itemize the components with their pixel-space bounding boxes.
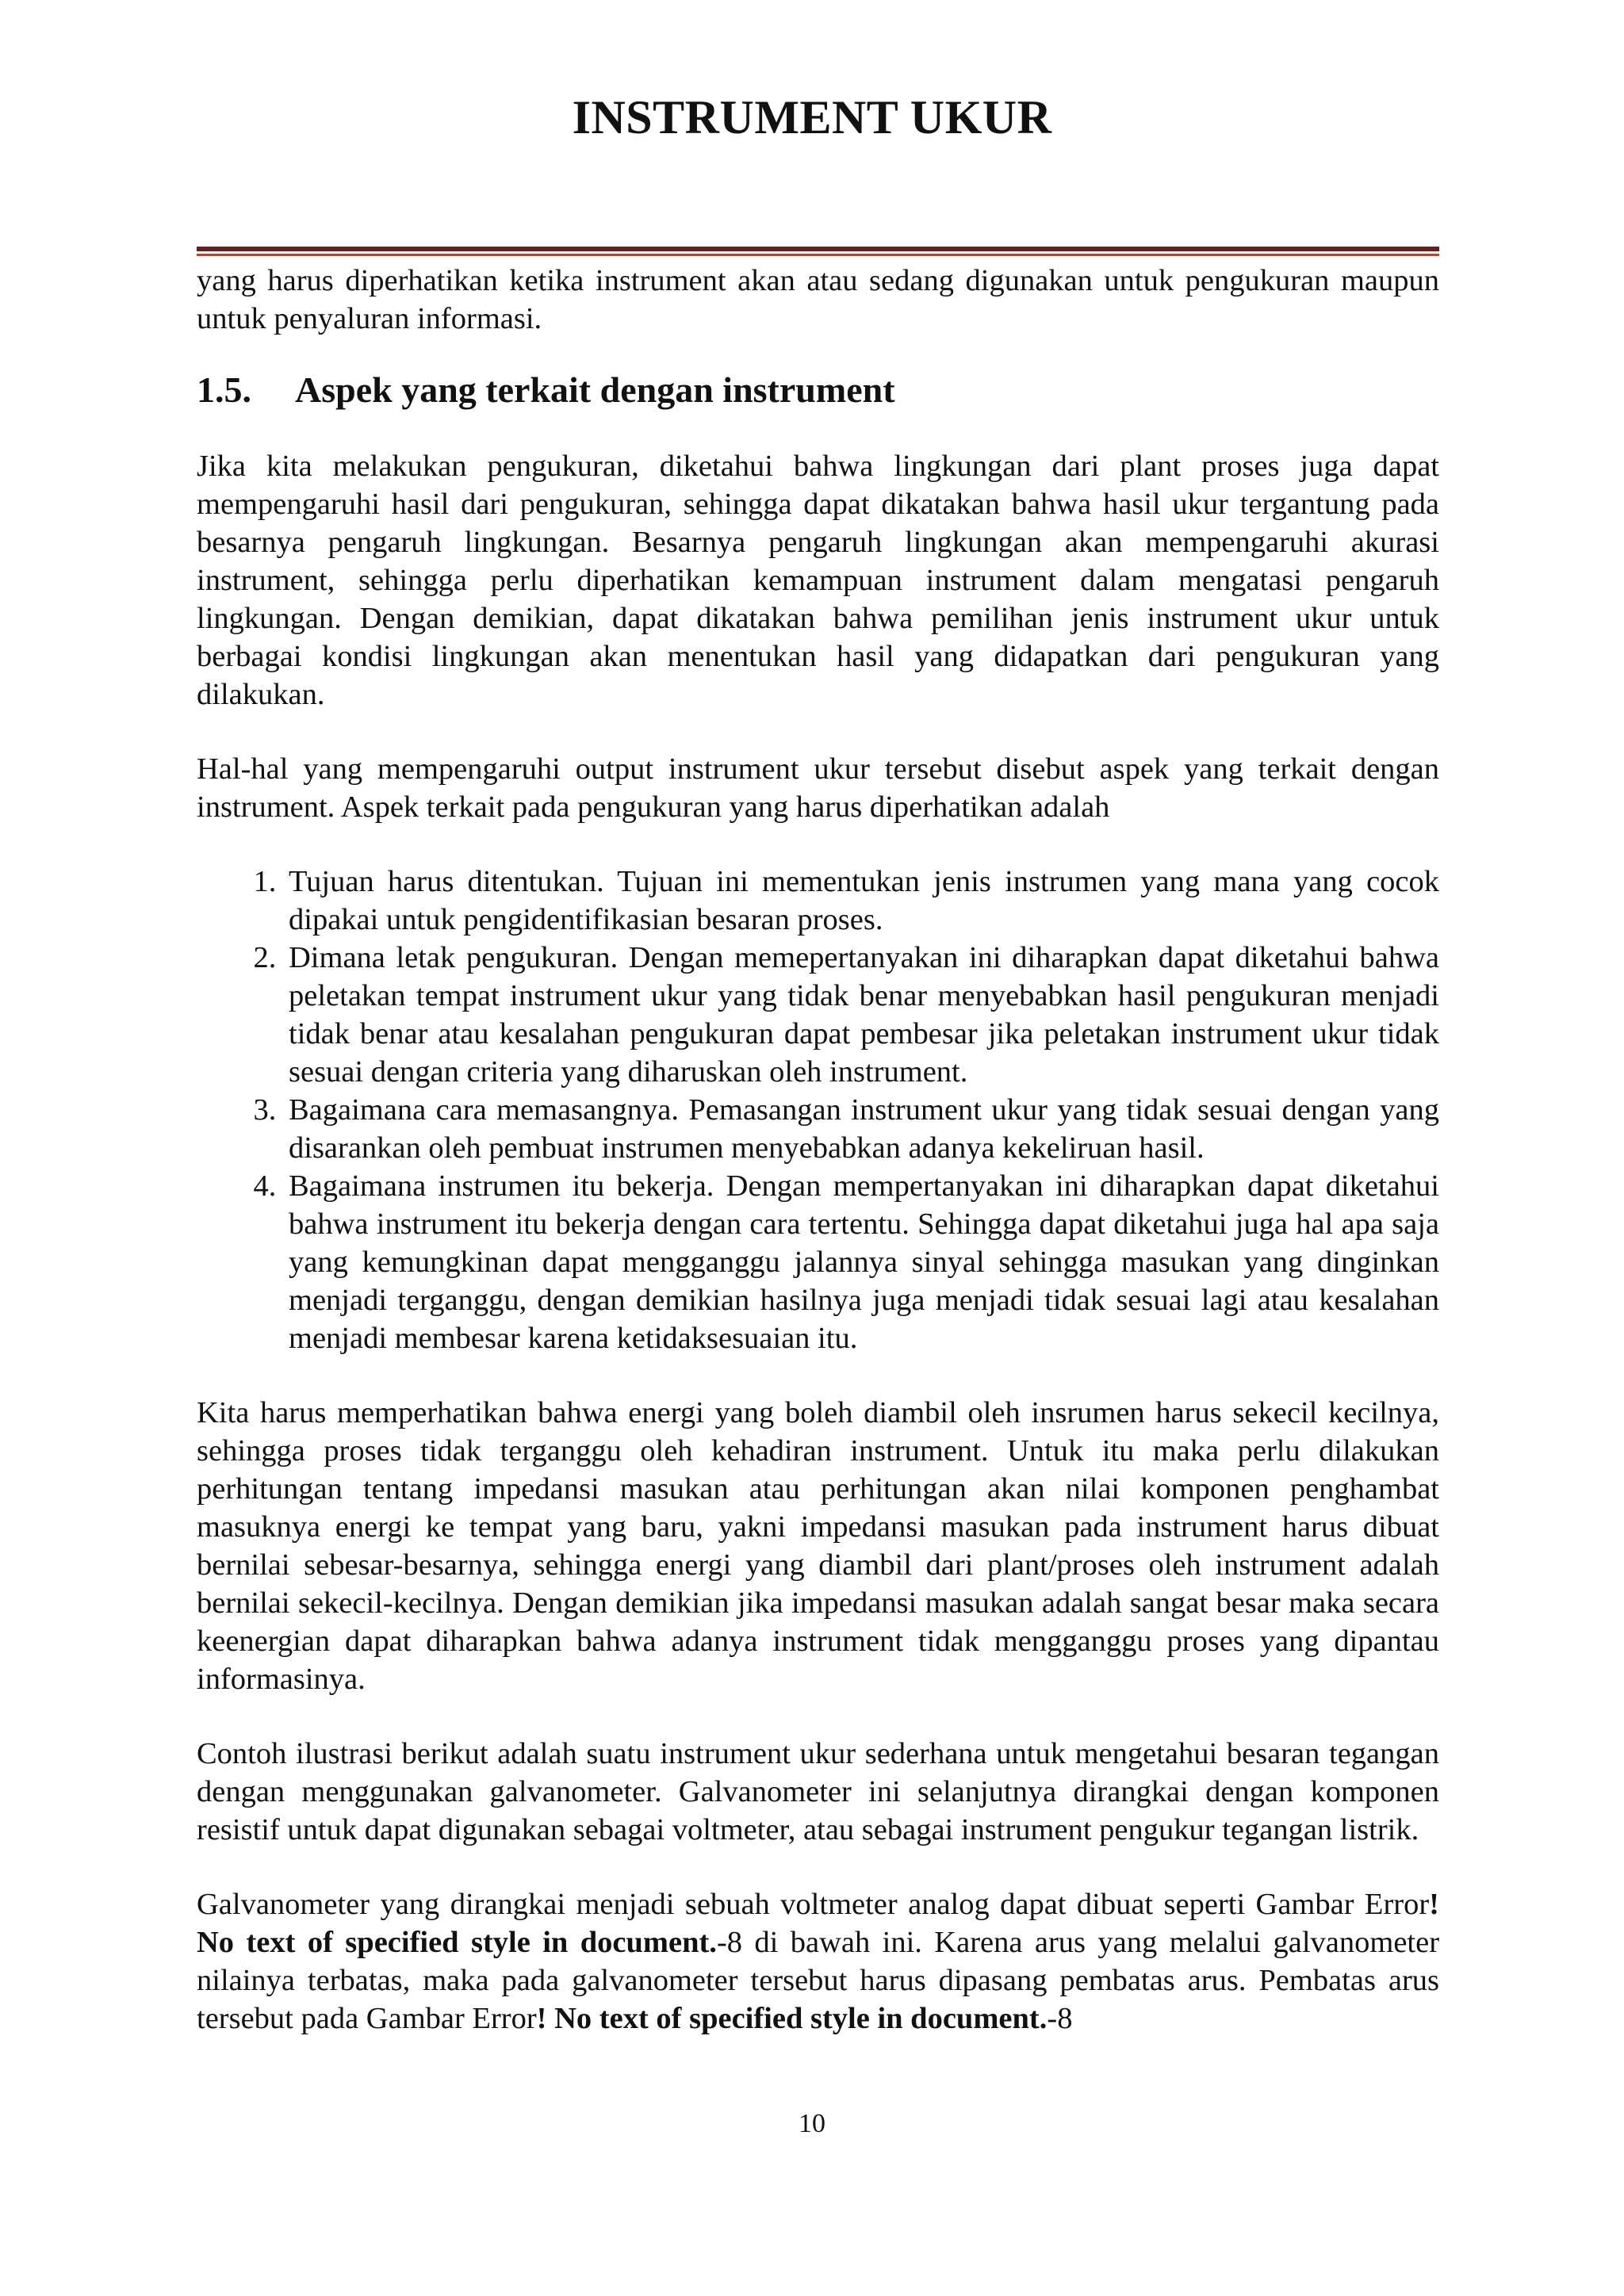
paragraph-aspects-intro: Hal-hal yang mempengaruhi output instrument ukur tersebut disebut aspek yang terkait dengan instrument. Aspek terkait pada pengukuran yang harus diperhatikan adalah (197, 752, 1439, 824)
running-header-title: INSTRUMENT UKUR (572, 91, 1052, 144)
list-item: 4. Bagaimana instrumen itu bekerja. Dengan mempertanyakan ini diharapkan dapat diketahui bahwa instrument itu bekerja dengan cara tertentu. Sehingga dapat diketahui juga hal apa saja yang kemungkinan dapat mengganggu jalannya sinyal sehingga masukan yang dinginkan menjadi terganggu, dengan demikian hasilnya juga menjadi tidak sesuai lagi atau kesalahan menjadi membesar karena ketidaksesuaian itu. (284, 1167, 1439, 1357)
error-reference-1: ! No text of specified style in document. (197, 1888, 1439, 1959)
voltmeter-text-part1: Galvanometer yang dirangkai menjadi sebuah voltmeter analog dapat dibuat seperti Gambar Error (197, 1888, 1430, 1921)
section-number: 1.5. (197, 369, 251, 410)
list-item: 1. Tujuan harus ditentukan. Tujuan ini mementukan jenis instrumen yang mana yang cocok dipakai untuk pengidentifikasian besaran proses. (284, 863, 1439, 939)
continuation-paragraph: yang harus diperhatikan ketika instrument akan atau sedang digunakan untuk pengukuran maupun untuk penyaluran informasi. (197, 264, 1439, 335)
voltmeter-text-part2: -8 di bawah ini. Karena arus yang melalui galvanometer nilainya terbatas, maka pada galvanometer tersebut harus dipasang pembatas arus. Pembatas arus tersebut pada Gambar Error (197, 1926, 1440, 2035)
list-item: 2. Dimana letak pengukuran. Dengan memepertanyakan ini diharapkan dapat diketahui bahwa peletakan tempat instrument ukur yang tidak benar menyebabkan hasil pengukuran menjadi tidak benar atau kesalahan pengukuran dapat pembesar jika peletakan instrument ukur tidak sesuai dengan criteria yang diharuskan oleh instrument. (284, 939, 1439, 1091)
page-body (197, 262, 1439, 2074)
paragraph-environment: Jika kita melakukan pengukuran, diketahui bahwa lingkungan dari plant proses juga dapat mempengaruhi hasil dari pengukuran, sehingga dapat dikatakan bahwa hasil ukur tergantung pada besarnya pengaruh lingkungan. Besarnya pengaruh lingkungan akan mempengaruhi akurasi instrument, sehingga perlu diperhatikan kemampuan instrument dalam mengatasi pengaruh lingkungan. Dengan demikian, dapat dikatakan bahwa pemilihan jenis instrument ukur untuk berbagai kondisi lingkungan akan menentukan hasil yang didapatkan dari pengukuran yang dilakukan. (197, 450, 1439, 711)
header-rule (197, 247, 1439, 256)
aspect-list (197, 863, 1439, 1357)
paragraph-energy: Kita harus memperhatikan bahwa energi yang boleh diambil oleh insrumen harus sekecil kecilnya, sehingga proses tidak terganggu oleh kehadiran instrument. Untuk itu maka perlu dilakukan perhitungan tentang impedansi masukan atau perhitungan akan nilai komponen penghambat masuknya energi ke tempat yang baru, yakni impedansi masukan pada instrument harus dibuat bernilai sebesar-besarnya, sehingga energi yang diambil dari plant/proses oleh instrument adalah bernilai sekecil-kecilnya. Dengan demikian jika impedansi masukan adalah sangat besar maka secara keenergian dapat diharapkan bahwa adanya instrument tidak mengganggu proses yang dipantau informasinya. (197, 1396, 1439, 1696)
paragraph-voltmeter (197, 1885, 1439, 2038)
page-number: 10 (799, 2109, 825, 2138)
voltmeter-text-part3: -8 (1047, 2002, 1073, 2035)
header-rule-thin-line (197, 254, 1439, 256)
paragraph-galvanometer-example: Contoh ilustrasi berikut adalah suatu instrument ukur sederhana untuk mengetahui besaran tegangan dengan menggunakan galvanometer. Galvanometer ini selanjutnya dirangkai dengan komponen resistif untuk dapat digunakan sebagai voltmeter, atau sebagai instrument pengukur tegangan listrik. (197, 1737, 1439, 1846)
section-title: Aspek yang terkait dengan instrument (295, 369, 895, 410)
section-heading (197, 369, 1439, 411)
list-item: 3. Bagaimana cara memasangnya. Pemasangan instrument ukur yang tidak sesuai dengan yang disarankan oleh pembuat instrumen menyebabkan adanya kekeliruan hasil. (284, 1091, 1439, 1167)
error-reference-2: ! No text of specified style in document. (536, 2002, 1048, 2035)
